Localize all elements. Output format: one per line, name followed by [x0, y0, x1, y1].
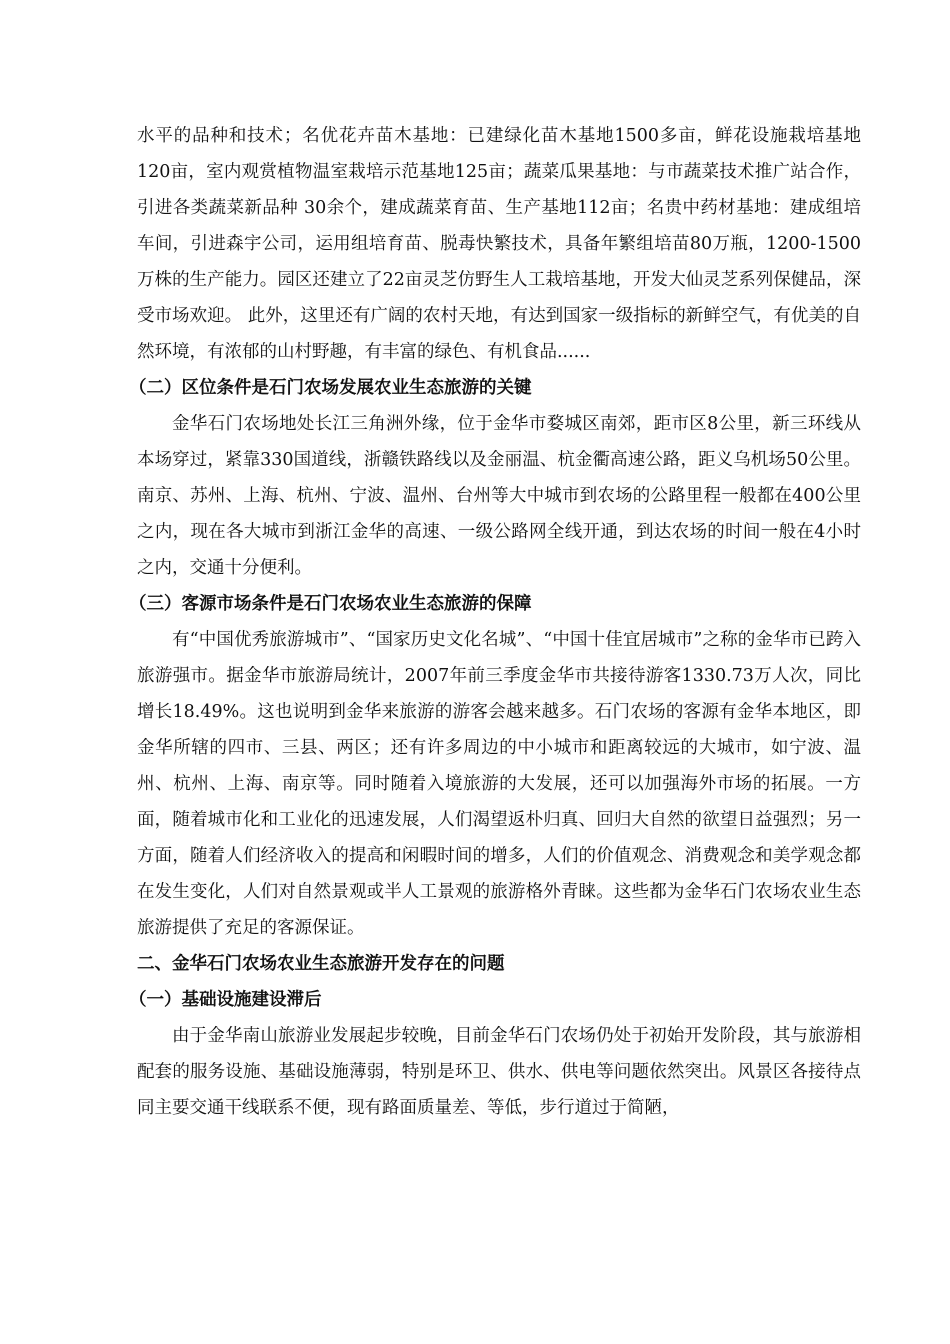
paragraph-market: 有“中国优秀旅游城市”、“国家历史文化名城”、“中国十佳宜居城市”之称的金华市已跨入旅游强市。据金华市旅游局统计，2007年前三季度金华市共接待游客1330.73万人次，同比增长18.49%。这也说明到金华来旅游的游客会越来越多。石门农场的客源有金华本地区，即金华所辖的四市、三县、两区；还有许多周边的中小城市和距离较远的大城市，如宁波、温州、杭州、上海、南京等。同时随着入境旅游的大发展，还可以加强海外市场的拓展。一方面，随着城市化和工业化的迅速发展，人们渴望返朴归真、回归大自然的欲望日益强烈；另一方面，随着人们经济收入的提高和闲暇时间的增多，人们的价值观念、消费观念和美学观念都在发生变化，人们对自然景观或半人工景观的旅游格外青睐。这些都为金华石门农场农业生态旅游提供了充足的客源保证。 — [137, 630, 861, 938]
heading-location: （二）区位条件是石门农场发展农业生态旅游的关键 — [129, 378, 532, 398]
heading-problems: 二、金华石门农场农业生态旅游开发存在的问题 — [137, 954, 505, 974]
paragraph-base-intro: 水平的品种和技术；名优花卉苗木基地：已建绿化苗木基地1500多亩，鲜花设施栽培基地120亩，室内观赏植物温室栽培示范基地125亩；蔬菜瓜果基地：与市蔬菜技术推广站合作，引进各类蔬菜新品种 30余个，建成蔬菜育苗、生产基地112亩；名贵中药材基地：建成组培车间，引进森宇公司，运用组培育苗、脱毒快繁技术，具备年繁组培苗80万瓶，1200-1500万株的生产能力。园区还建立了22亩灵芝仿野生人工栽培基地，开发大仙灵芝系列保健品，深受市场欢迎。 此外，这里还有广阔的农村天地，有达到国家一级指标的新鲜空气，有优美的自然环境，有浓郁的山村野趣，有丰富的绿色、有机食品...... — [137, 126, 861, 362]
heading-infrastructure: （一）基础设施建设滞后 — [129, 990, 322, 1010]
paragraph-location: 金华石门农场地处长江三角洲外缘，位于金华市婺城区南郊，距市区8公里，新三环线从本场穿过，紧靠330国道线，浙赣铁路线以及金丽温、杭金衢高速公路，距义乌机场50公里。南京、苏州、上海、杭州、宁波、温州、台州等大中城市到农场的公路里程一般都在400公里之内，现在各大城市到浙江金华的高速、一级公路网全线开通，到达农场的时间一般在4小时之内，交通十分便利。 — [137, 414, 861, 578]
document-body — [129, 118, 861, 1126]
heading-market: （三）客源市场条件是石门农场农业生态旅游的保障 — [129, 594, 532, 614]
paragraph-infrastructure: 由于金华南山旅游业发展起步较晚，目前金华石门农场仍处于初始开发阶段，其与旅游相配套的服务设施、基础设施薄弱，特别是环卫、供水、供电等问题依然突出。风景区各接待点同主要交通干线联系不便，现有路面质量差、等低，步行道过于简陋， — [137, 1026, 861, 1118]
